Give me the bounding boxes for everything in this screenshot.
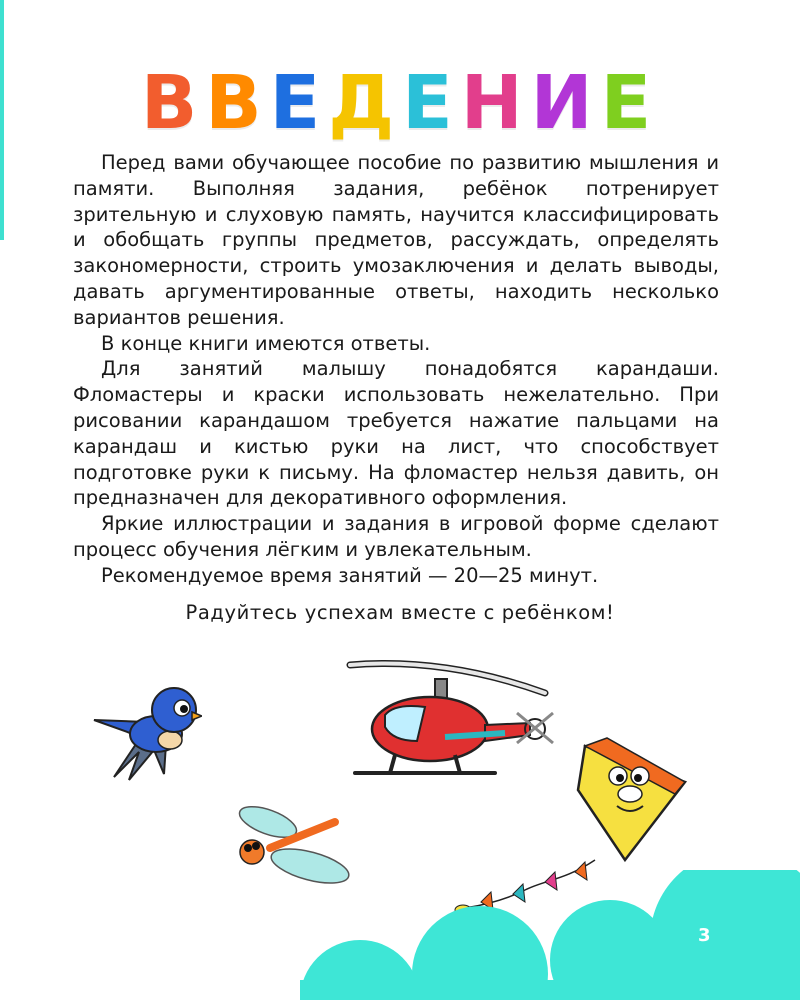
- page-title: [0, 60, 800, 146]
- paragraph: Яркие иллюстрации и задания в игровой форме сделают процесс обучения лёгким и увлекательным.: [73, 512, 719, 561]
- title-letter: И: [530, 60, 601, 146]
- paragraph: Перед вами обучающее пособие по развитию мышления и памяти. Выполняя задания, ребёнок потренирует зрительную и слуховую память, научится классифицировать и обобщать группы предметов, рассуждать, определять закономерности, строить умозаключения и делать выводы, давать аргументированные ответы, находить несколько вариантов решения.: [73, 151, 719, 329]
- title-letter: Е: [402, 60, 461, 146]
- title-letter: В: [140, 60, 206, 146]
- intro-text: [73, 150, 719, 589]
- title-letter: Е: [600, 60, 660, 146]
- title-letter: Д: [328, 60, 403, 146]
- paragraph: Рекомендуемое время занятий — 20—25 минут.: [101, 563, 599, 587]
- page-number: 3: [698, 925, 711, 946]
- bird-illustration: [84, 682, 202, 782]
- title-letter: Е: [269, 60, 329, 146]
- title-letter: В: [205, 60, 270, 146]
- cloud-decoration: [300, 870, 800, 1000]
- closing-line: Радуйтесь успехам вместе с ребёнком!: [185, 601, 615, 624]
- paragraph: Для занятий малышу понадобятся карандаши. Фломастеры и краски использовать нежелательно. При рисовании карандашом требуется нажатие пальцами на карандаш и кистью руки на лист, что способствует подготовке руки к письму. На фломастер нельзя давить, он предназначен для декоративного оформления.: [73, 357, 719, 510]
- title-letter: Н: [460, 60, 531, 146]
- paragraph: В конце книги имеются ответы.: [101, 331, 431, 355]
